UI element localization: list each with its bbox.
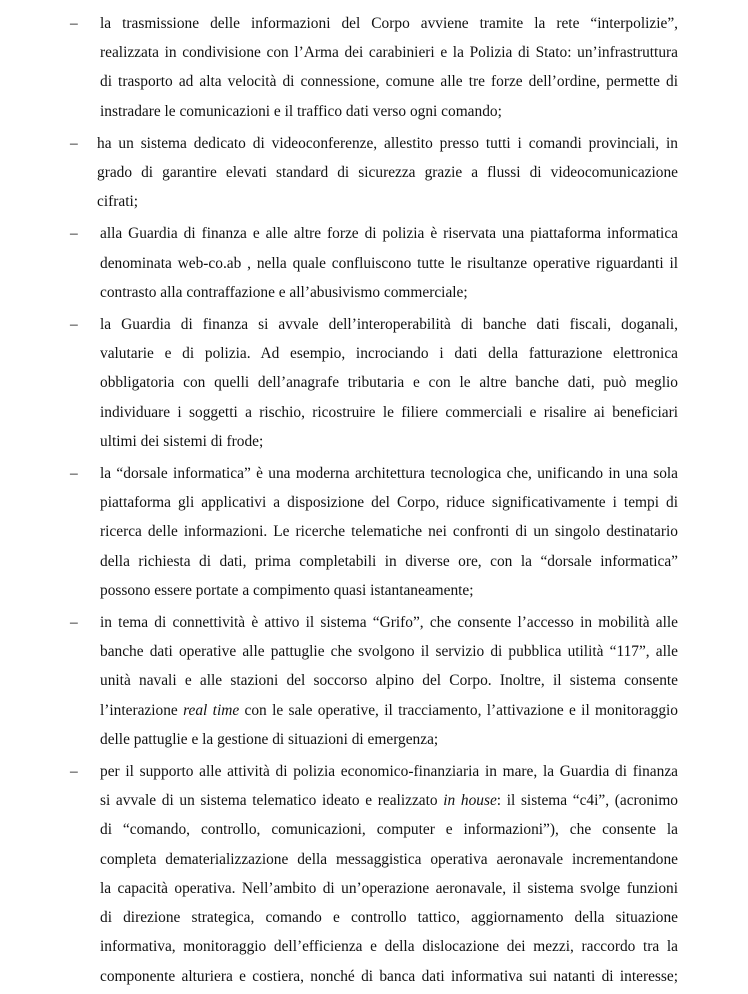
list-item xyxy=(0,129,748,217)
text-line xyxy=(100,696,678,725)
text-line: ricerca delle informazioni. Le ricerche telematiche nei confronti di un singolo destinatario xyxy=(100,523,678,541)
list-item-text xyxy=(100,219,678,307)
text-line: ultimi dei sistemi di frode; xyxy=(100,432,264,450)
text-line: valutarie e di polizia. Ad esempio, incrociando i dati della fatturazione elettronica xyxy=(100,345,678,363)
text-line: alla Guardia di finanza e alle altre forze di polizia è riservata una piattaforma informatica xyxy=(100,225,678,243)
text-line: realizzata in condivisione con l’Arma dei carabinieri e la Polizia di Stato: un’infrastruttura xyxy=(100,44,678,62)
text-line: per il supporto alle attività di polizia economico-finanziaria in mare, la Guardia di finanza xyxy=(100,763,678,781)
bullet-dash: – xyxy=(70,225,78,243)
list-item xyxy=(0,9,748,126)
text-segment: si avvale di un sistema telematico ideato e realizzato xyxy=(100,792,444,810)
list-item-text xyxy=(100,608,678,754)
italic-term: real time xyxy=(183,701,240,719)
text-line: unità navali e alle stazioni del soccorso alpino del Corpo. Inoltre, il sistema consente xyxy=(100,672,678,690)
bullet-dash: – xyxy=(70,614,78,632)
bullet-dash: – xyxy=(70,316,78,334)
text-line xyxy=(100,786,678,815)
text-segment: : il sistema “c4i”, (acronimo xyxy=(496,792,678,810)
text-line: della richiesta di dati, prima completabili in diverse ore, con la “dorsale informatica” xyxy=(100,552,678,570)
list-item-text xyxy=(100,310,678,456)
text-line: la “dorsale informatica” è una moderna architettura tecnologica che, unificando in una sola xyxy=(100,465,678,483)
text-line: informativa, monitoraggio dell’efficienza e della dislocazione dei mezzi, raccordo tra la xyxy=(100,938,678,956)
list-item xyxy=(0,757,748,991)
text-line: completa dematerializzazione della messaggistica operativa aeronavale incrementandone xyxy=(100,850,678,868)
text-line: di trasporto ad alta velocità di connessione, comune alle tre forze dell’ordine, permette di xyxy=(100,73,678,91)
text-line: possono essere portate a compimento quasi istantaneamente; xyxy=(100,581,474,599)
text-line: la Guardia di finanza si avvale dell’interoperabilità di banche dati fiscali, doganali, xyxy=(100,316,678,334)
text-line: la trasmissione delle informazioni del Corpo avviene tramite la rete “interpolizie”, xyxy=(100,15,678,32)
text-line: la capacità operativa. Nell’ambito di un’operazione aeronavale, il sistema svolge funzioni xyxy=(100,879,678,897)
text-line: individuare i soggetti a rischio, ricostruire le filiere commerciali e risalire ai beneficiari xyxy=(100,403,678,421)
list-item xyxy=(0,219,748,307)
list-item-text xyxy=(100,459,678,605)
bullet-dash: – xyxy=(70,15,78,32)
text-line: delle pattuglie e la gestione di situazioni di emergenza; xyxy=(100,730,439,748)
text-line: ha un sistema dedicato di videoconferenze, allestito presso tutti i comandi provinciali, in xyxy=(97,134,678,152)
list-item xyxy=(0,310,748,456)
bullet-dash: – xyxy=(70,134,78,152)
text-segment: l’interazione xyxy=(100,701,184,719)
text-line: piattaforma gli applicativi a disposizione del Corpo, riduce significativamente i tempi di xyxy=(100,494,678,512)
text-segment: con le sale operative, il tracciamento, l’attivazione e il monitoraggio xyxy=(239,701,678,719)
bullet-dash: – xyxy=(70,763,78,781)
list-item-text xyxy=(100,757,678,991)
text-line: banche dati operative alle pattuglie che svolgono il servizio di pubblica utilità “117”, alle xyxy=(100,643,678,661)
document-body xyxy=(0,9,748,994)
list-item-text xyxy=(97,129,678,217)
text-line: grado di garantire elevati standard di sicurezza grazie a flussi di videocomunicazione xyxy=(97,164,678,182)
text-line: instradare le comunicazioni e il traffico dati verso ogni comando; xyxy=(100,102,502,120)
list-item-text xyxy=(100,9,678,126)
italic-term: in house xyxy=(443,792,497,810)
text-line: obbligatoria con quelli dell’anagrafe tributaria e con le altre banche dati, può meglio xyxy=(100,374,678,392)
text-line: denominata web-co.ab , nella quale confluiscono tutte le risultanze operative riguardanti il xyxy=(100,254,678,272)
text-line: componente alturiera e costiera, nonché di banca dati informativa sui natanti di interesse; xyxy=(100,967,678,985)
text-line: di “comando, controllo, comunicazioni, computer e informazioni”), che consente la xyxy=(100,821,678,839)
text-line: di direzione strategica, comando e controllo tattico, aggiornamento della situazione xyxy=(100,909,678,927)
list-item xyxy=(0,608,748,754)
text-line: cifrati; xyxy=(97,193,139,211)
bullet-dash: – xyxy=(70,465,78,483)
text-line: in tema di connettività è attivo il sistema “Grifo”, che consente l’accesso in mobilità alle xyxy=(100,614,678,632)
text-line: contrasto alla contraffazione e all’abusivismo commerciale; xyxy=(100,283,468,301)
list-item xyxy=(0,459,748,605)
